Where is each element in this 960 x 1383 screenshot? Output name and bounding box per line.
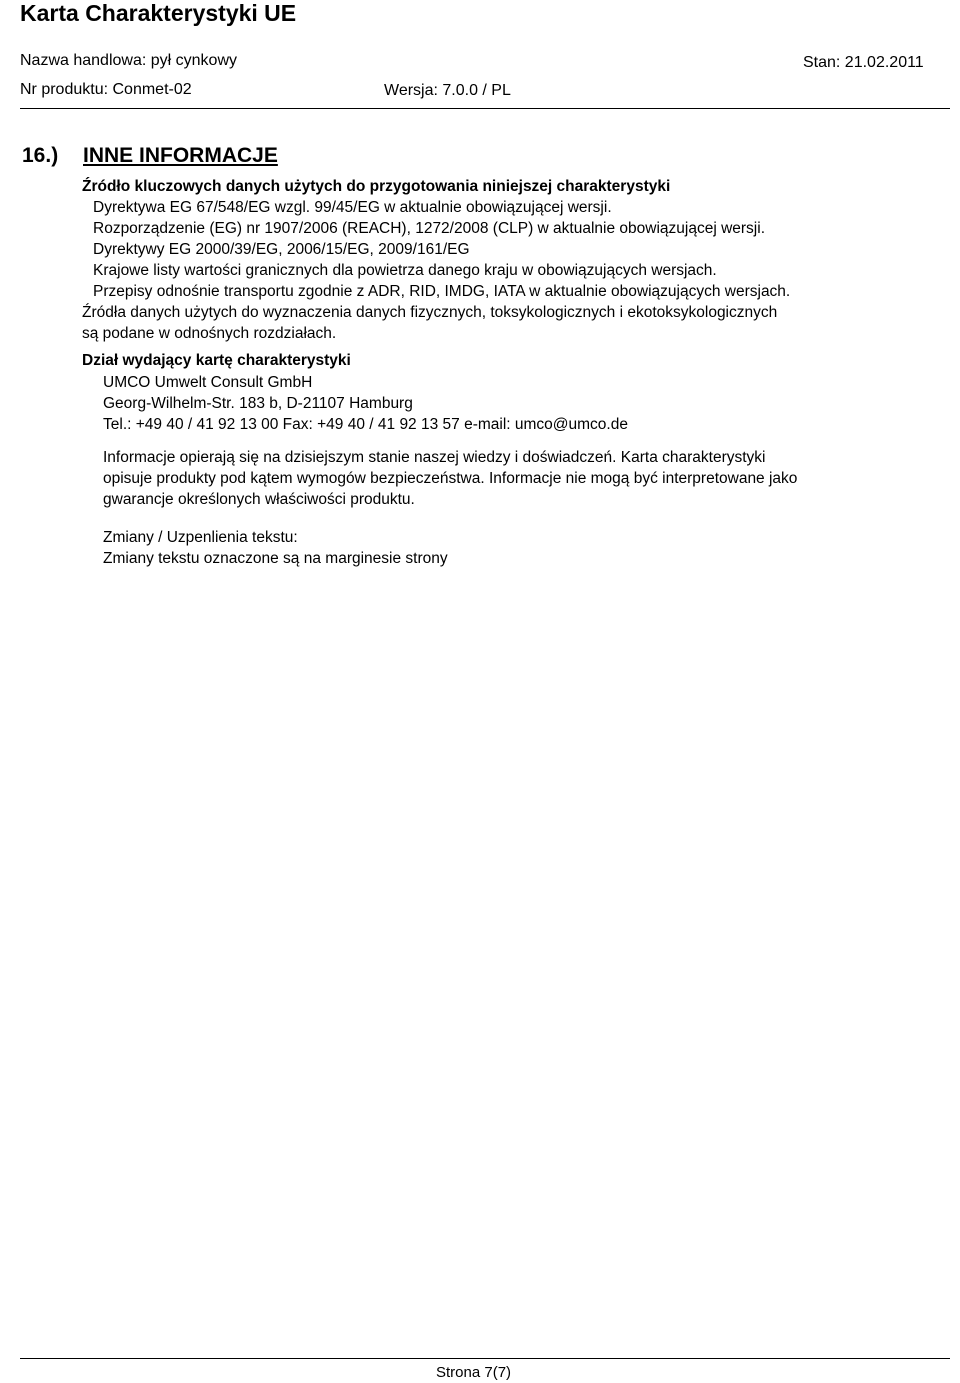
trade-name: Nazwa handlowa: pył cynkowy: [20, 52, 237, 69]
sources-note: Źródła danych użytych do wyznaczenia danych fizycznych, toksykologicznych i ekotoksykologicznych: [82, 304, 778, 321]
source-item: Przepisy odnośnie transportu zgodnie z ADR, RID, IMDG, IATA w aktualnie obowiązujących wersjach.: [93, 283, 791, 300]
disclaimer-line: gwarancje określonych właściwości produktu.: [103, 491, 415, 508]
section-number: 16.): [22, 144, 59, 167]
changes-text: Zmiany tekstu oznaczone są na marginesie strony: [103, 550, 448, 567]
disclaimer-line: opisuje produkty pod kątem wymogów bezpieczeństwa. Informacje nie mogą być interpretowane jako: [103, 470, 798, 487]
issuer-heading: Dział wydający kartę charakterystyki: [82, 352, 351, 369]
section-title: INNE INFORMACJE: [83, 144, 278, 167]
source-item: Rozporządzenie (EG) nr 1907/2006 (REACH), 1272/2008 (CLP) w aktualnie obowiązującej wersji.: [93, 220, 766, 237]
source-item: Dyrektywa EG 67/548/EG wzgl. 99/45/EG w aktualnie obowiązującej wersji.: [93, 199, 612, 216]
status-date: Stan: 21.02.2011: [803, 54, 924, 71]
version: Wersja: 7.0.0 / PL: [384, 82, 511, 99]
disclaimer-line: Informacje opierają się na dzisiejszym stanie naszej wiedzy i doświadczeń. Karta charakterystyki: [103, 449, 766, 466]
changes-heading: Zmiany / Uzpenlienia tekstu:: [103, 529, 298, 546]
product-number: Nr produktu: Conmet-02: [20, 81, 192, 98]
issuer-contact: Tel.: +49 40 / 41 92 13 00 Fax: +49 40 / 41 92 13 57 e-mail: umco@umco.de: [103, 416, 628, 433]
sources-note-continued: są podane w odnośnych rozdziałach.: [82, 325, 337, 342]
issuer-address: Georg-Wilhelm-Str. 183 b, D-21107 Hamburg: [103, 395, 413, 412]
source-item: Krajowe listy wartości granicznych dla powietrza danego kraju w obowiązujących wersjach.: [93, 262, 717, 279]
page-number: Strona 7(7): [436, 1364, 512, 1381]
document-title: Karta Charakterystyki UE: [20, 0, 297, 26]
source-item: Dyrektywy EG 2000/39/EG, 2006/15/EG, 2009/161/EG: [93, 241, 470, 258]
issuer-company: UMCO Umwelt Consult GmbH: [103, 374, 313, 391]
footer-divider: [20, 1358, 950, 1359]
header-divider: [20, 108, 950, 109]
sources-heading: Źródło kluczowych danych użytych do przygotowania niniejszej charakterystyki: [82, 178, 671, 195]
